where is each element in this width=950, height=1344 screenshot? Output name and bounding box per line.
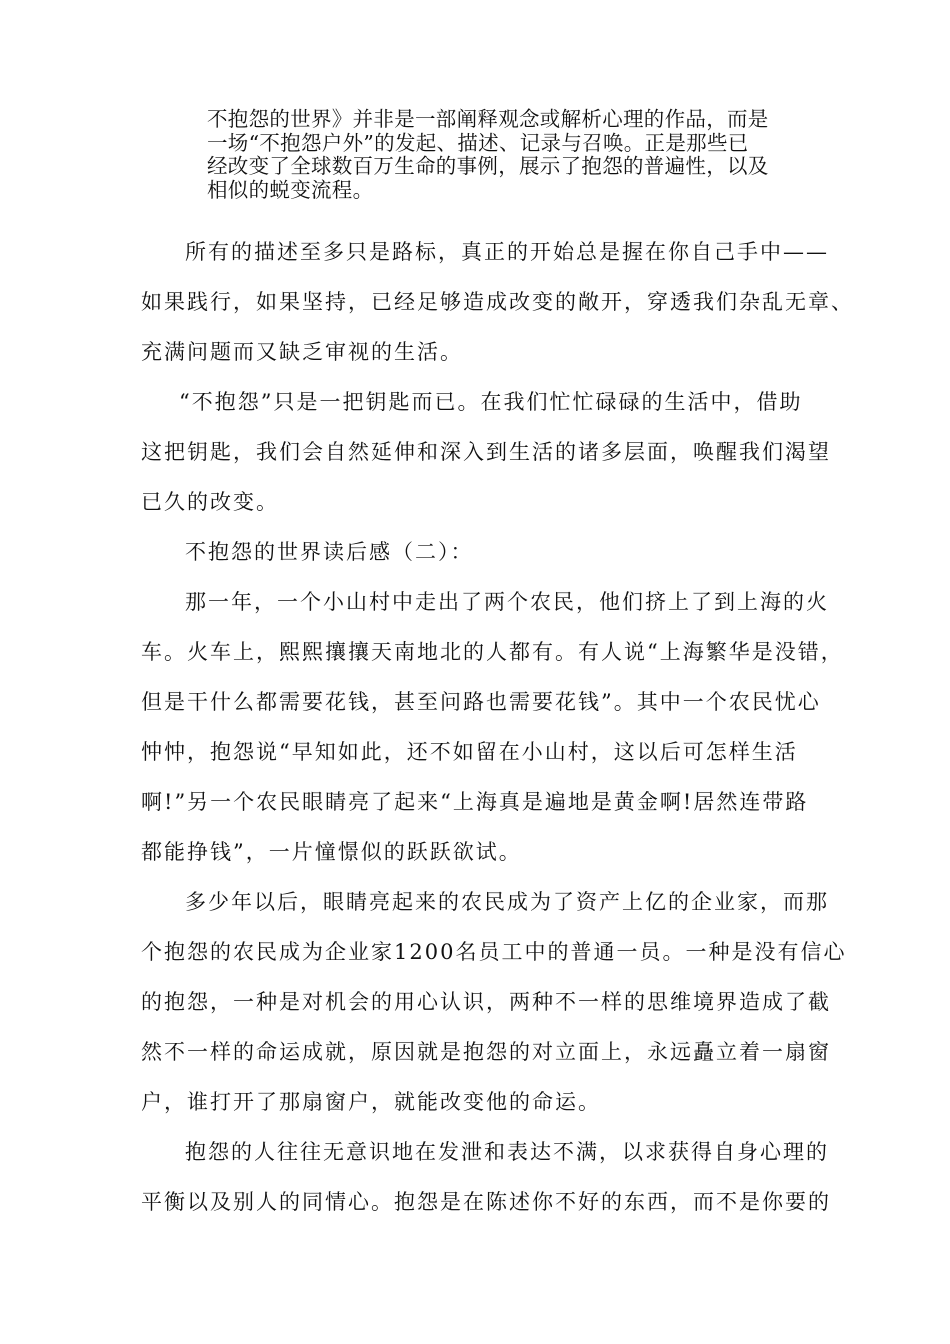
body-line: 这把钥匙，我们会自然延伸和深入到生活的诸多层面，唤醒我们渴望	[141, 440, 831, 464]
quote-line: 相似的蜕变流程。	[207, 177, 374, 202]
body-line: 那一年，一个小山村中走出了两个农民，他们挤上了到上海的火	[185, 590, 829, 614]
body-line: 已久的改变。	[141, 490, 279, 514]
body-line: 车。火车上，熙熙攘攘天南地北的人都有。有人说“上海繁华是没错，	[141, 640, 844, 664]
body-line: 抱怨的人往往无意识地在发泄和表达不满，以求获得自身心理的	[185, 1140, 829, 1164]
body-line: 所有的描述至多只是路标，真正的开始总是握在你自己手中——	[185, 240, 829, 264]
body-line: 都能挣钱”，一片憧憬似的跃跃欲试。	[141, 840, 522, 864]
body-line: 忡忡，抱怨说“早知如此，还不如留在小山村，这以后可怎样生活	[141, 740, 798, 764]
body-line: 然不一样的命运成就，原因就是抱怨的对立面上，永远矗立着一扇窗	[141, 1040, 831, 1064]
quote-line: 一场“不抱怨户外”的发起、描述、记录与召唤。正是那些已	[207, 130, 749, 155]
body-line: 但是干什么都需要花钱，甚至问路也需要花钱”。其中一个农民忧心	[141, 690, 821, 714]
body-line: 平衡以及别人的同情心。抱怨是在陈述你不好的东西，而不是你要的	[141, 1190, 831, 1214]
quote-block	[207, 108, 847, 202]
body-line: 多少年以后，眼睛亮起来的农民成为了资产上亿的企业家，而那	[185, 890, 829, 914]
quote-line: 不抱怨的世界》并非是一部阐释观念或解析心理的作品，而是	[207, 107, 769, 131]
quote-line: 经改变了全球数百万生命的事例，展示了抱怨的普遍性，以及	[207, 154, 769, 178]
body-line: 啊!”另一个农民眼睛亮了起来“上海真是遍地是黄金啊!居然连带路	[141, 790, 809, 814]
body-line: “不抱怨”只是一把钥匙而已。在我们忙忙碌碌的生活中，借助	[179, 390, 803, 414]
section-heading: 不抱怨的世界读后感（二）：	[185, 540, 474, 564]
body-line: 个抱怨的农民成为企业家1200名员工中的普通一员。一种是没有信心	[141, 940, 847, 964]
body-line: 如果践行，如果坚持，已经足够造成改变的敞开，穿透我们杂乱无章、	[141, 290, 854, 314]
body-text	[141, 227, 854, 1227]
body-line: 的抱怨，一种是对机会的用心认识，两种不一样的思维境界造成了截	[141, 990, 831, 1014]
body-line: 户，谁打开了那扇窗户，就能改变他的命运。	[141, 1090, 601, 1114]
body-line: 充满问题而又缺乏审视的生活。	[141, 340, 463, 364]
